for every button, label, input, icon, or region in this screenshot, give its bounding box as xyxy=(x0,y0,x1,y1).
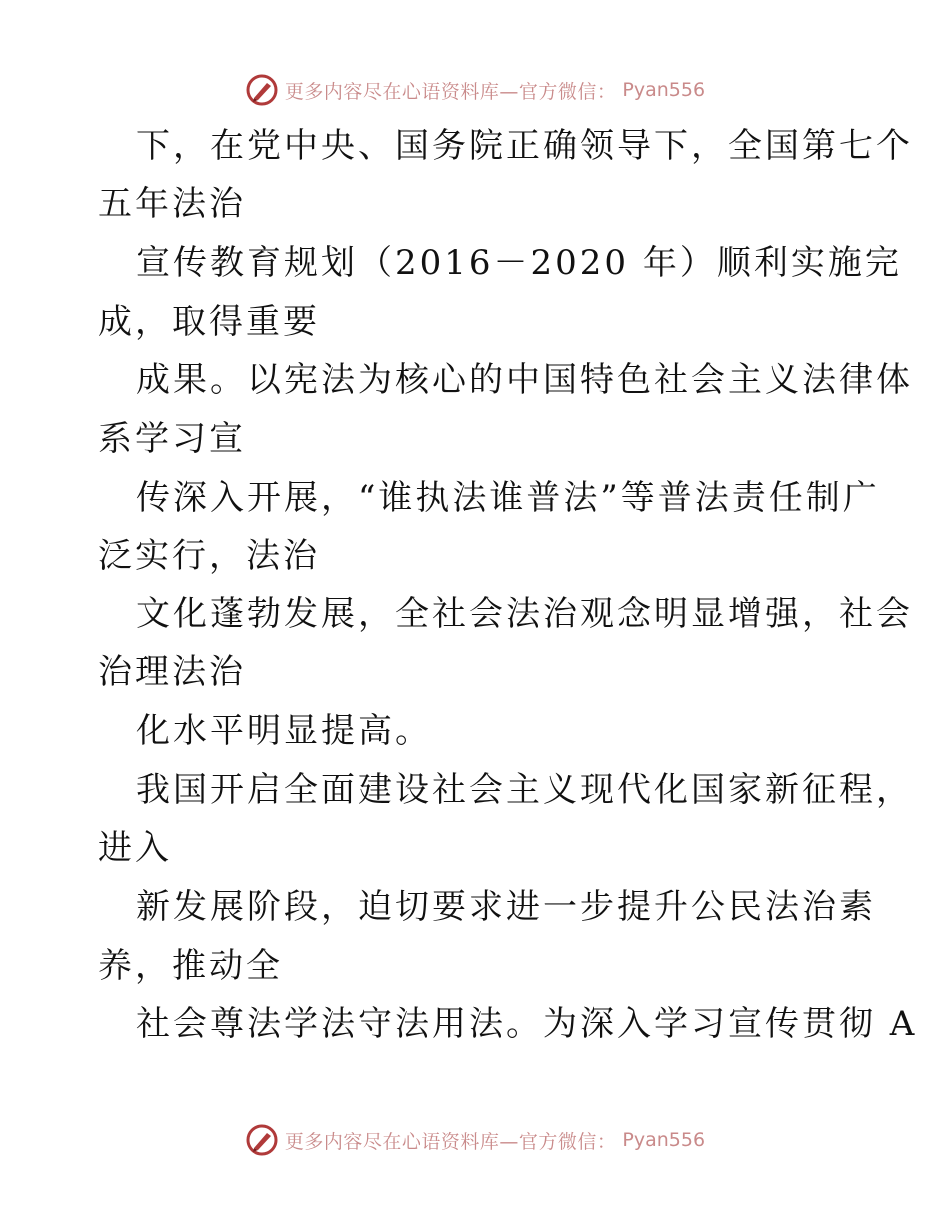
body-line: 治理法治 xyxy=(98,652,246,692)
watermark-text: 更多内容尽在心语资料库—官方微信： xyxy=(284,80,617,103)
watermark-text: 更多内容尽在心语资料库—官方微信： xyxy=(284,1130,617,1153)
body-line: 下，在党中央、国务院正确领导下，全国第七个 xyxy=(136,126,913,166)
watermark-brand: Pyan556 xyxy=(622,1129,706,1151)
body-line: 文化蓬勃发展，全社会法治观念明显增强，社会 xyxy=(136,594,913,634)
body-line: 成，取得重要 xyxy=(98,302,320,342)
body-line: 社会尊法学法守法用法。为深入学习宣传贯彻 A xyxy=(136,1004,918,1044)
footer-watermark xyxy=(0,1120,950,1160)
body-line: 新发展阶段，迫切要求进一步提升公民法治素 xyxy=(136,887,876,927)
body-line: 系学习宣 xyxy=(98,419,246,459)
body-line: 化水平明显提高。 xyxy=(136,711,432,751)
body-line: 泛实行，法治 xyxy=(98,536,320,576)
body-line: 我国开启全面建设社会主义现代化国家新征程， xyxy=(136,770,913,810)
body-line: 五年法治 xyxy=(98,184,246,224)
pen-in-circle-logo-icon xyxy=(245,1123,279,1157)
body-line: 宣传教育规划（2016－2020 年）顺利实施完 xyxy=(136,243,902,283)
body-line: 养，推动全 xyxy=(98,946,283,986)
body-line: 成果。以宪法为核心的中国特色社会主义法律体 xyxy=(136,360,913,400)
body-line: 进入 xyxy=(98,828,172,868)
watermark-brand: Pyan556 xyxy=(622,79,706,101)
body-line: 传深入开展，“谁执法谁普法”等普法责任制广 xyxy=(136,478,880,518)
